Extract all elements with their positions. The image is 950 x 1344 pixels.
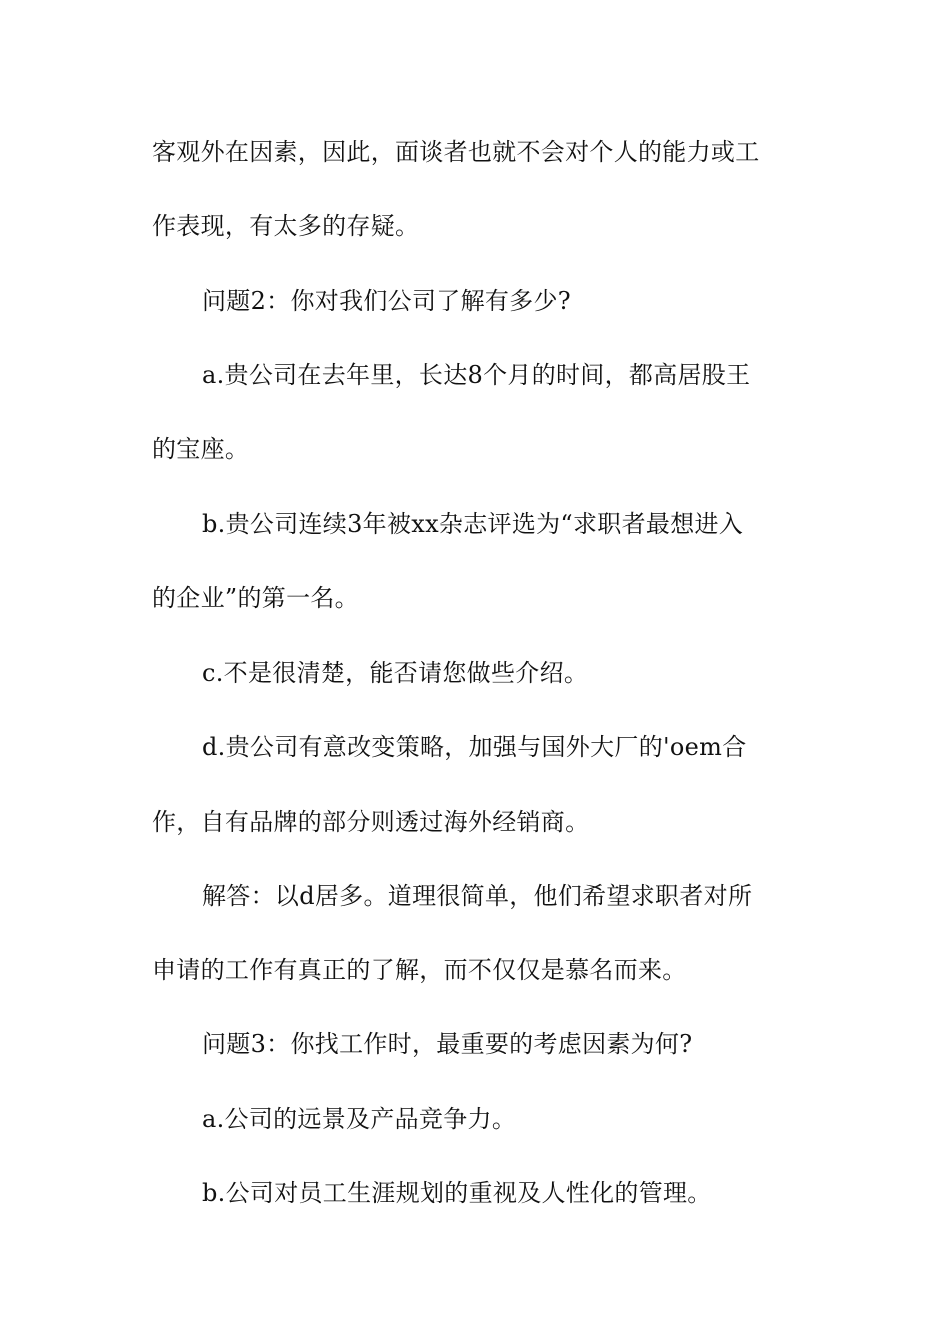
answer-option: a.公司的远景及产品竞争力。	[202, 1105, 517, 1133]
answer-option: d.贵公司有意改变策略，加强与国外大厂的'oem合	[202, 733, 747, 761]
text-line: 申请的工作有真正的了解，而不仅仅是慕名而来。	[152, 956, 687, 984]
question-heading: 问题3：你找工作时，最重要的考虑因素为何?	[202, 1030, 693, 1058]
text-line: 的宝座。	[152, 435, 250, 463]
answer-option: a.贵公司在去年里，长达8个月的时间，都高居股王	[202, 361, 751, 389]
answer-option: c.不是很清楚，能否请您做些介绍。	[202, 659, 589, 687]
text-line: 作，自有品牌的部分则透过海外经销商。	[152, 808, 590, 836]
answer-option: b.贵公司连续3年被xx杂志评选为“求职者最想进入	[202, 510, 744, 538]
text-line: 作表现，有太多的存疑。	[152, 212, 420, 240]
question-heading: 问题2：你对我们公司了解有多少?	[202, 287, 571, 315]
answer-option: b.公司对员工生涯规划的重视及人性化的管理。	[202, 1179, 712, 1207]
text-line: 的企业”的第一名。	[152, 584, 359, 612]
text-line: 客观外在因素，因此，面谈者也就不会对个人的能力或工	[152, 138, 760, 166]
answer-explanation: 解答：以d居多。道理很简单，他们希望求职者对所	[202, 882, 753, 910]
